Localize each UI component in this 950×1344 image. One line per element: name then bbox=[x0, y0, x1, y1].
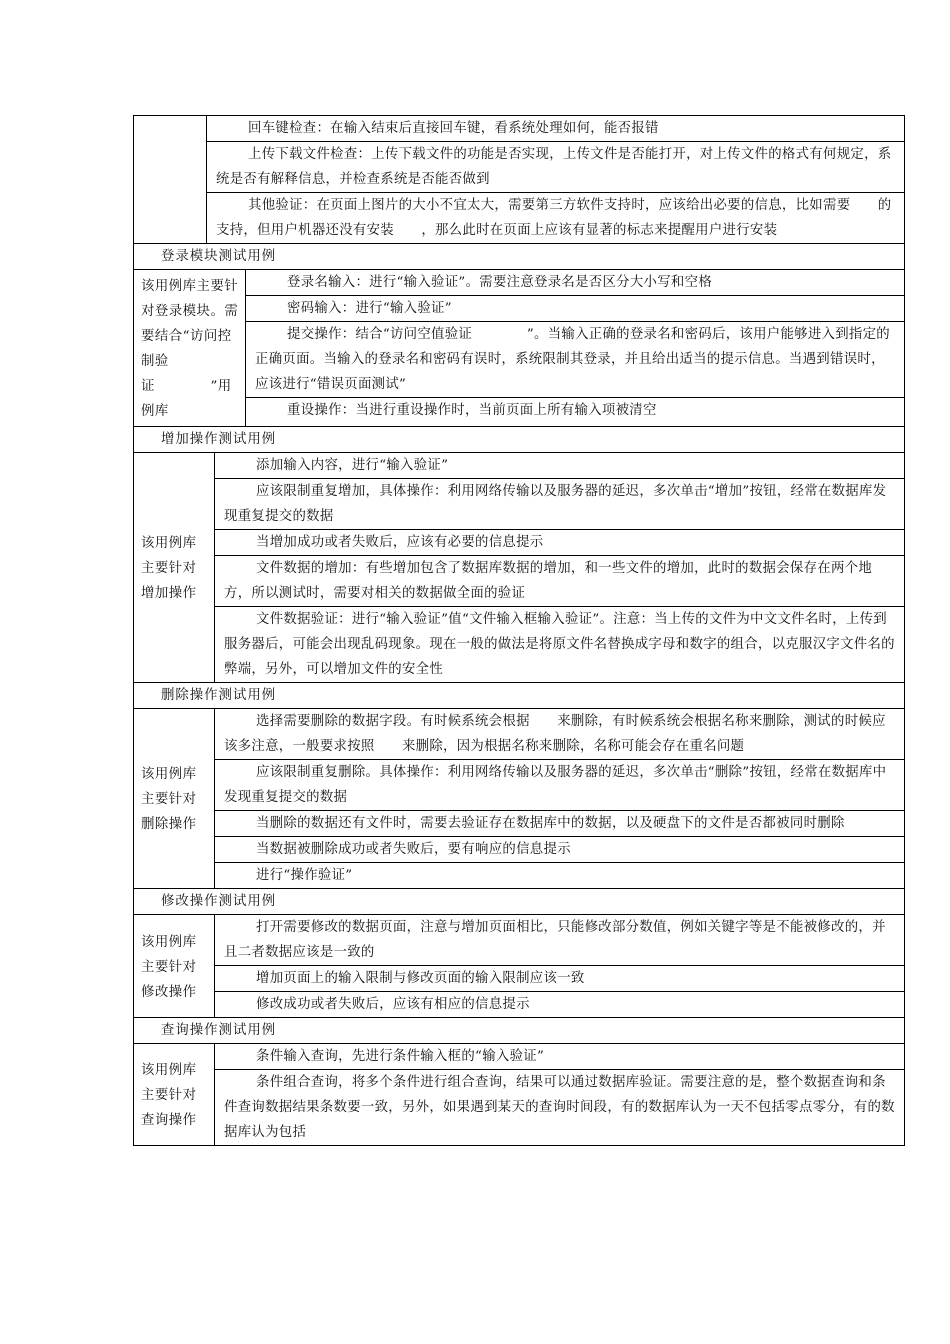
section-modify bbox=[133, 914, 905, 1017]
case-item: 当数据被删除成功或者失败后，要有响应的信息提示 bbox=[215, 836, 904, 862]
section-left-cell: 该用例库主要针对增加操作 bbox=[134, 453, 215, 682]
case-item: 进行“操作验证” bbox=[215, 862, 904, 888]
case-item: 文件数据验证：进行“输入验证”值“文件输入框输入验证”。注意：当上传的文件为中文文件名时，上传到服务器后，可能会出现乱码现象。现在一般的做法是将原文件名替换成字母和数字的组合，以克服汉字文件名的弊端，另外，可以增加文件的安全性 bbox=[215, 606, 904, 682]
case-item: 应该限制重复增加，具体操作：利用网络传输以及服务器的延迟，多次单击“增加”按钮，经常在数据库发现重复提交的数据 bbox=[215, 478, 904, 529]
case-item: 登录名输入：进行“输入验证”。需要注意登录名是否区分大小写和空格 bbox=[287, 275, 713, 290]
section-left-cell bbox=[134, 116, 207, 243]
case-item: 提交操作：结合“访问空值验证 ”。当输入正确的登录名和密码后，该用户能够进入到指定的正确页面。当输入的登录名和密码有误时，系统限制其登录，并且给出适当的提示信息。当遇到错误时，应该进行“错误页面测试” bbox=[246, 321, 904, 397]
section-left-cell: 该用例库主要针对删除操作 bbox=[134, 709, 215, 888]
section-header-modify: 修改操作测试用例 bbox=[133, 888, 905, 914]
case-item: 当增加成功或者失败后，应该有必要的信息提示 bbox=[215, 529, 904, 555]
case-item: 当删除的数据还有文件时，需要去验证存在数据库中的数据，以及硬盘下的文件是否都被同时删除 bbox=[215, 810, 904, 836]
case-item: 重设操作：当进行重设操作时，当前页面上所有输入项被清空 bbox=[246, 397, 904, 426]
case-item: 添加输入内容，进行“输入验证” bbox=[256, 458, 449, 473]
section-left-cell: 该用例库主要针对修改操作 bbox=[134, 915, 215, 1017]
test-case-table bbox=[133, 115, 905, 1146]
section-header-delete: 删除操作测试用例 bbox=[133, 682, 905, 708]
case-item: 条件输入查询，先进行条件输入框的“输入验证” bbox=[256, 1049, 545, 1064]
case-item: 回车键检查：在输入结束后直接回车键，看系统处理如何，能否报错 bbox=[248, 121, 659, 136]
table-bottom-border bbox=[133, 1145, 905, 1146]
case-item: 修改成功或者失败后，应该有相应的信息提示 bbox=[215, 991, 904, 1017]
section-other-checks bbox=[133, 115, 905, 243]
case-item: 文件数据的增加：有些增加包含了数据库数据的增加，和一些文件的增加，此时的数据会保存在两个地方，所以测试时，需要对相关的数据做全面的验证 bbox=[215, 555, 904, 606]
case-item: 选择需要删除的数据字段。有时候系统会根据 来删除，有时候系统会根据名称来删除，测试的时候应该多注意，一般要求按照 来删除，因为根据名称来删除，名称可能会存在重名问题 bbox=[224, 714, 886, 754]
case-item: 应该限制重复删除。具体操作：利用网络传输以及服务器的延迟，多次单击“删除”按钮，经常在数据库中发现重复提交的数据 bbox=[215, 759, 904, 810]
section-left-cell: 该用例库主要针对查询操作 bbox=[134, 1044, 215, 1145]
section-left-cell: 该用例库主要针对登录模块。需要结合“访问控制验证 ”用例库 bbox=[134, 270, 246, 426]
section-add bbox=[133, 452, 905, 682]
case-item: 打开需要修改的数据页面，注意与增加页面相比，只能修改部分数值，例如关键字等是不能被修改的，并且二者数据应该是一致的 bbox=[224, 920, 886, 960]
case-item: 密码输入：进行“输入验证” bbox=[246, 295, 904, 321]
case-item: 其他验证：在页面上图片的大小不宜太大，需要第三方软件支持时，应该给出必要的信息，比如需要 的支持，但用户机器还没有安装 ，那么此时在页面上应该有显著的标志来提醒用户进行安装 bbox=[207, 192, 904, 243]
section-delete bbox=[133, 708, 905, 888]
section-header-login: 登录模块测试用例 bbox=[133, 243, 905, 269]
case-item: 条件组合查询，将多个条件进行组合查询，结果可以通过数据库验证。需要注意的是，整个数据查询和条件查询数据结果条数要一致，另外，如果遇到某天的查询时间段，有的数据库认为一天不包括零点零分，有的数据库认为包括 bbox=[215, 1069, 904, 1145]
section-header-query: 查询操作测试用例 bbox=[133, 1017, 905, 1043]
case-item: 上传下载文件检查：上传下载文件的功能是否实现，上传文件是否能打开，对上传文件的格式有何规定，系统是否有解释信息，并检查系统是否能否做到 bbox=[207, 141, 904, 192]
section-query bbox=[133, 1043, 905, 1145]
section-login bbox=[133, 269, 905, 426]
section-header-add: 增加操作测试用例 bbox=[133, 426, 905, 452]
case-item: 增加页面上的输入限制与修改页面的输入限制应该一致 bbox=[215, 965, 904, 991]
